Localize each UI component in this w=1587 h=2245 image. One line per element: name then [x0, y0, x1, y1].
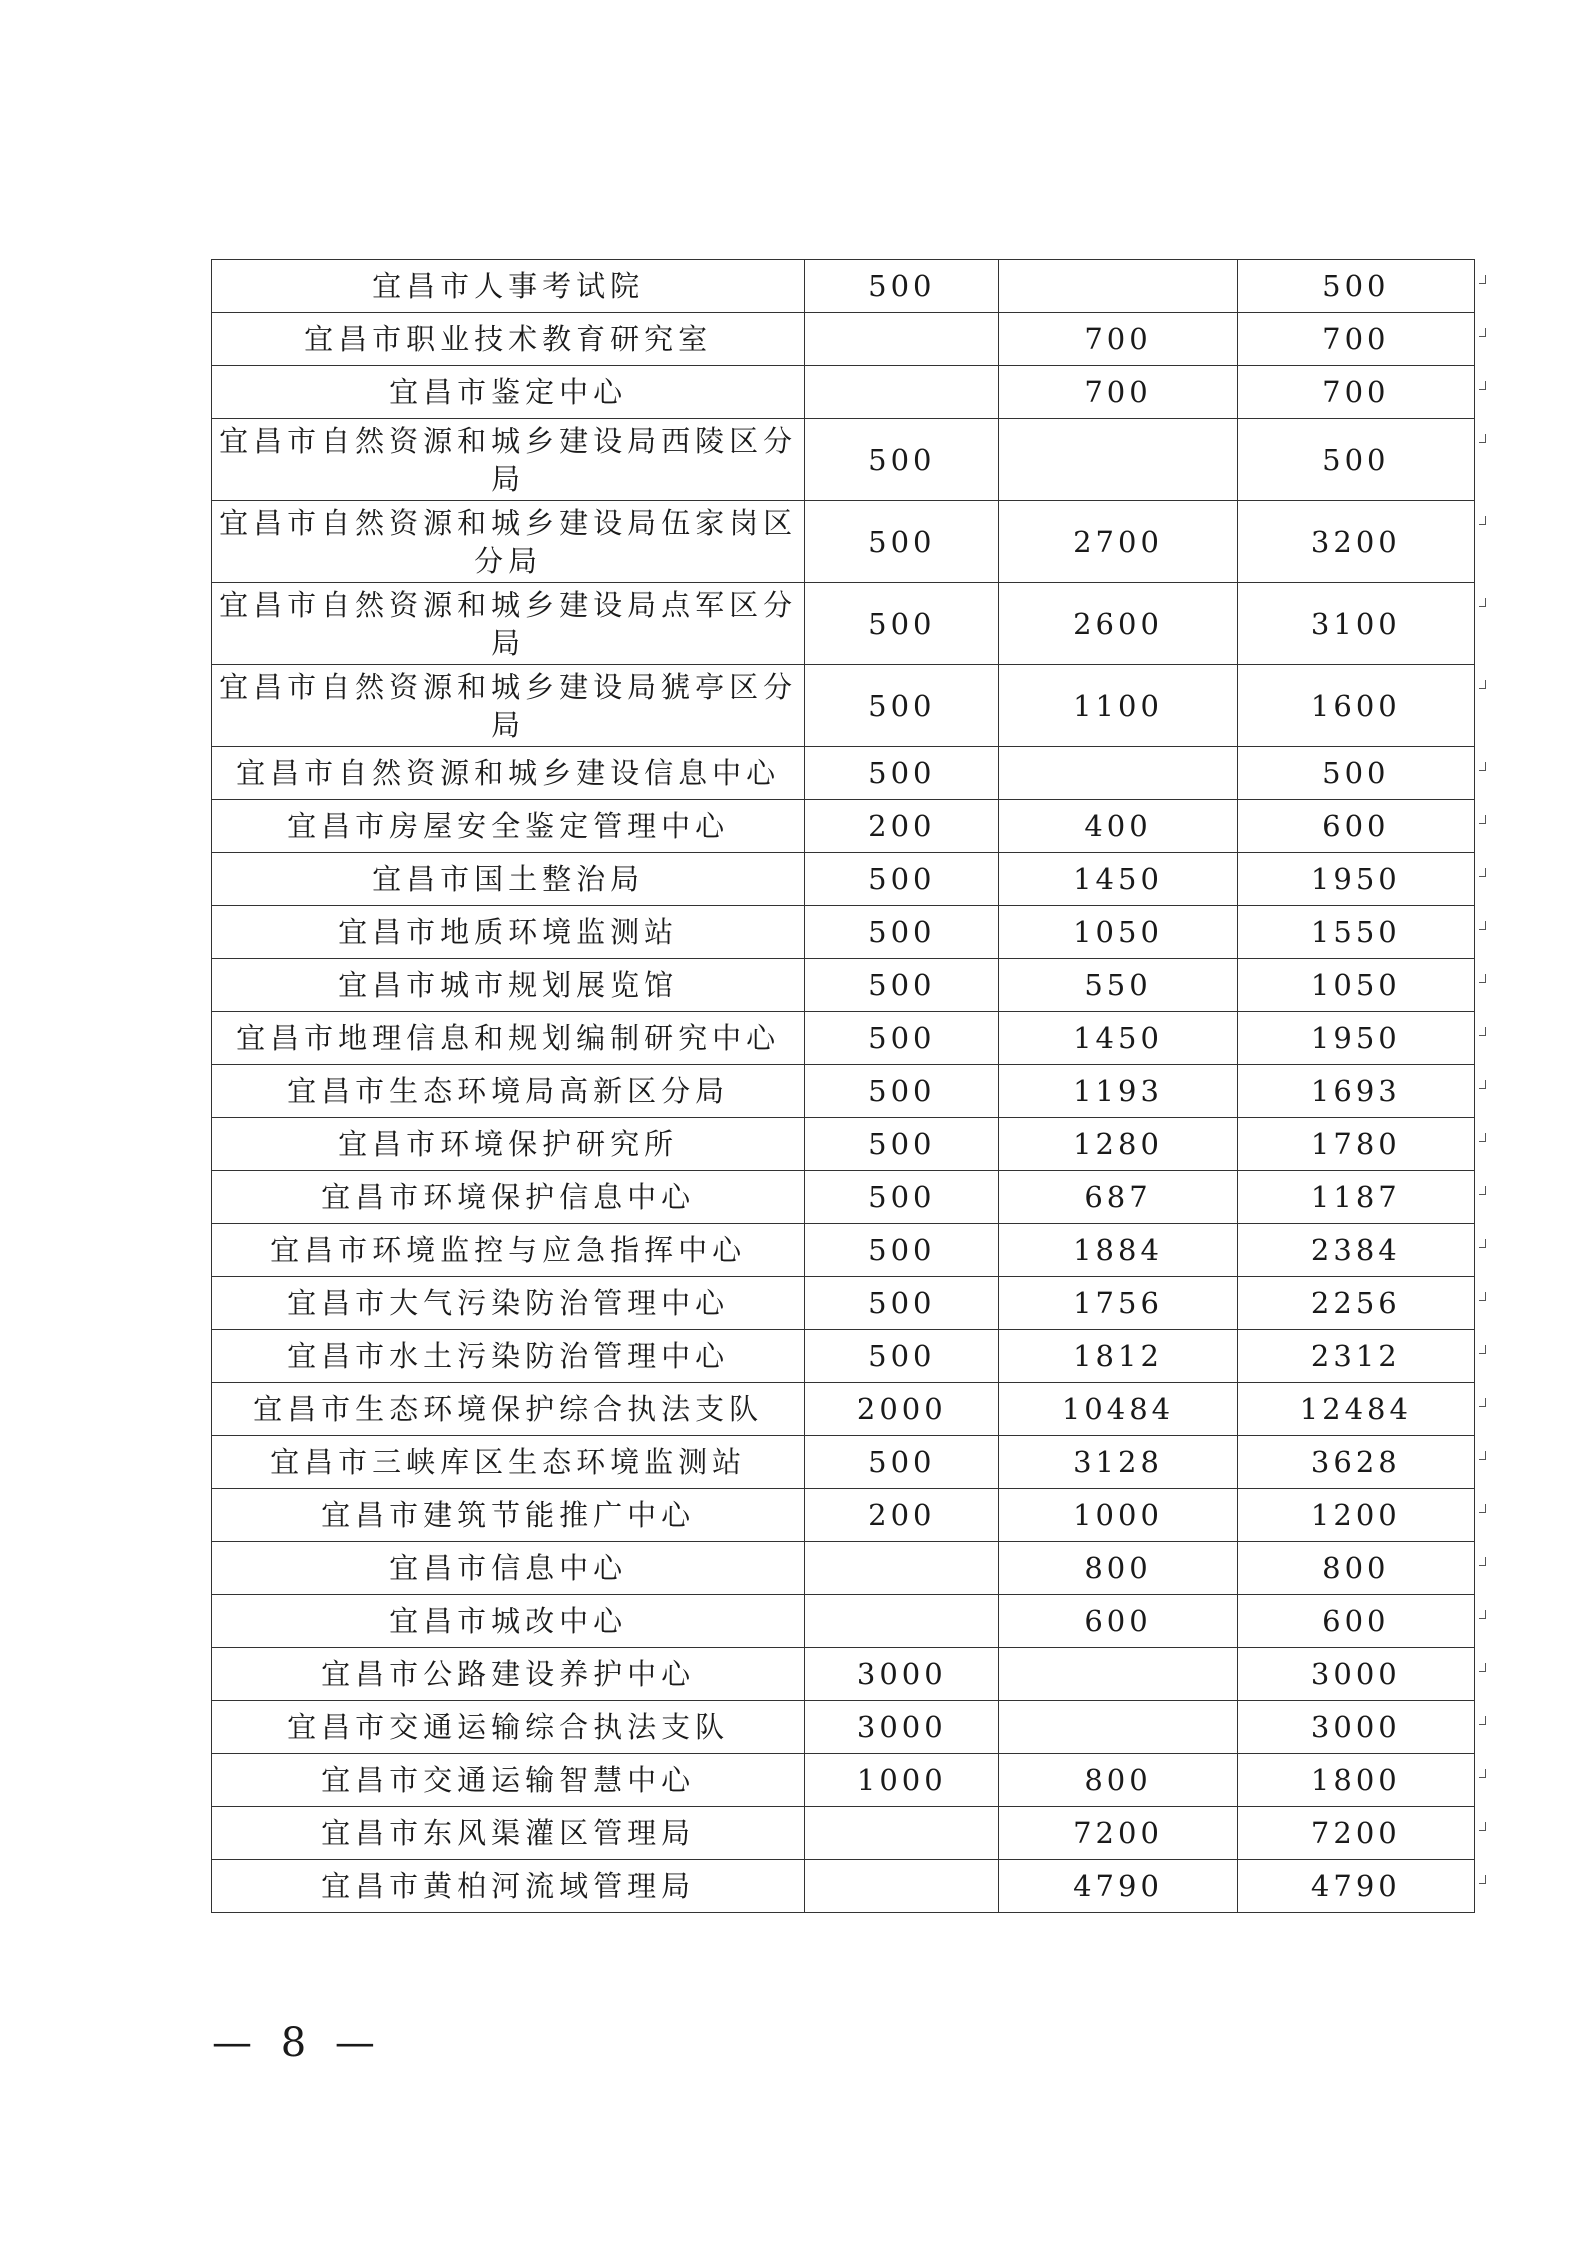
- amount-a-cell: 500: [805, 1065, 999, 1118]
- paragraph-mark-icon: [1479, 1874, 1489, 1884]
- unit-name-cell: 宜昌市人事考试院: [212, 260, 805, 313]
- amount-b-cell: 1884: [999, 1224, 1237, 1277]
- unit-name-cell: 宜昌市交通运输智慧中心: [212, 1754, 805, 1807]
- amount-a-cell: 500: [805, 853, 999, 906]
- amount-b-cell: [999, 419, 1237, 501]
- amount-a-cell: 200: [805, 800, 999, 853]
- amount-a-cell: [805, 1807, 999, 1860]
- total-cell: 2384: [1237, 1224, 1474, 1277]
- unit-name-cell: 宜昌市大气污染防治管理中心: [212, 1277, 805, 1330]
- paragraph-mark-icon: [1479, 1662, 1489, 1672]
- total-cell: 1780: [1237, 1118, 1474, 1171]
- amount-a-cell: [805, 1595, 999, 1648]
- total-cell: 3628: [1237, 1436, 1474, 1489]
- amount-a-cell: 500: [805, 260, 999, 313]
- amount-b-cell: 687: [999, 1171, 1237, 1224]
- total-cell: 800: [1237, 1542, 1474, 1595]
- amount-b-cell: 800: [999, 1754, 1237, 1807]
- paragraph-mark-icon: [1479, 867, 1489, 877]
- total-cell: 3000: [1237, 1701, 1474, 1754]
- amount-b-cell: 400: [999, 800, 1237, 853]
- paragraph-mark-icon: [1479, 1715, 1489, 1725]
- unit-name-cell: 宜昌市职业技术教育研究室: [212, 313, 805, 366]
- amount-b-cell: 1100: [999, 665, 1237, 747]
- paragraph-mark-icon: [1479, 380, 1489, 390]
- unit-name-cell: 宜昌市自然资源和城乡建设局西陵区分局: [212, 419, 805, 501]
- paragraph-mark-icon: [1479, 1768, 1489, 1778]
- unit-name-cell: 宜昌市自然资源和城乡建设信息中心: [212, 747, 805, 800]
- amount-a-cell: 500: [805, 1277, 999, 1330]
- total-cell: 700: [1237, 313, 1474, 366]
- total-cell: 1200: [1237, 1489, 1474, 1542]
- paragraph-mark-icon: [1479, 814, 1489, 824]
- total-cell: 2256: [1237, 1277, 1474, 1330]
- amount-a-cell: 500: [805, 1330, 999, 1383]
- total-cell: 1693: [1237, 1065, 1474, 1118]
- unit-name-cell: 宜昌市生态环境保护综合执法支队: [212, 1383, 805, 1436]
- amount-b-cell: 10484: [999, 1383, 1237, 1436]
- total-cell: 600: [1237, 800, 1474, 853]
- paragraph-mark-icon: [1479, 1344, 1489, 1354]
- table-row: [212, 665, 1475, 747]
- amount-a-cell: 3000: [805, 1648, 999, 1701]
- table-row: [212, 1012, 1475, 1065]
- total-cell: 500: [1237, 419, 1474, 501]
- paragraph-mark-icon: [1479, 597, 1489, 607]
- unit-name-cell: 宜昌市环境监控与应急指挥中心: [212, 1224, 805, 1277]
- table-row: [212, 1436, 1475, 1489]
- table-row: [212, 1118, 1475, 1171]
- total-cell: 1800: [1237, 1754, 1474, 1807]
- amount-b-cell: [999, 1648, 1237, 1701]
- unit-name-cell: 宜昌市黄柏河流域管理局: [212, 1860, 805, 1913]
- amount-b-cell: 700: [999, 366, 1237, 419]
- amount-b-cell: 1050: [999, 906, 1237, 959]
- amount-a-cell: 500: [805, 665, 999, 747]
- paragraph-mark-icon: [1479, 761, 1489, 771]
- unit-name-cell: 宜昌市国土整治局: [212, 853, 805, 906]
- table-row: [212, 1860, 1475, 1913]
- total-cell: 2312: [1237, 1330, 1474, 1383]
- amount-a-cell: 500: [805, 1224, 999, 1277]
- total-cell: 700: [1237, 366, 1474, 419]
- amount-b-cell: [999, 1701, 1237, 1754]
- total-cell: 4790: [1237, 1860, 1474, 1913]
- table-row: [212, 1807, 1475, 1860]
- unit-name-cell: 宜昌市水土污染防治管理中心: [212, 1330, 805, 1383]
- amount-a-cell: [805, 1542, 999, 1595]
- amount-b-cell: 1000: [999, 1489, 1237, 1542]
- table-row: [212, 1383, 1475, 1436]
- paragraph-mark-icon: [1479, 1397, 1489, 1407]
- paragraph-mark-icon: [1479, 1450, 1489, 1460]
- amount-b-cell: 700: [999, 313, 1237, 366]
- unit-name-cell: 宜昌市城改中心: [212, 1595, 805, 1648]
- amount-b-cell: 800: [999, 1542, 1237, 1595]
- paragraph-mark-icon: [1479, 1185, 1489, 1195]
- amount-b-cell: 7200: [999, 1807, 1237, 1860]
- paragraph-mark-icon: [1479, 274, 1489, 284]
- amount-a-cell: 500: [805, 747, 999, 800]
- paragraph-mark-icon: [1479, 1238, 1489, 1248]
- amount-b-cell: 2600: [999, 583, 1237, 665]
- amount-a-cell: 500: [805, 1436, 999, 1489]
- total-cell: 1950: [1237, 1012, 1474, 1065]
- unit-name-cell: 宜昌市建筑节能推广中心: [212, 1489, 805, 1542]
- table-row: [212, 1489, 1475, 1542]
- table-row: [212, 313, 1475, 366]
- total-cell: 1187: [1237, 1171, 1474, 1224]
- unit-name-cell: 宜昌市东风渠灌区管理局: [212, 1807, 805, 1860]
- amount-b-cell: 3128: [999, 1436, 1237, 1489]
- table-row: [212, 1171, 1475, 1224]
- amount-b-cell: 4790: [999, 1860, 1237, 1913]
- amount-a-cell: 500: [805, 906, 999, 959]
- unit-name-cell: 宜昌市自然资源和城乡建设局猇亭区分局: [212, 665, 805, 747]
- table-row: [212, 1542, 1475, 1595]
- amount-a-cell: 500: [805, 583, 999, 665]
- paragraph-mark-icon: [1479, 1026, 1489, 1036]
- total-cell: 3100: [1237, 583, 1474, 665]
- amount-a-cell: [805, 313, 999, 366]
- paragraph-mark-icon: [1479, 1609, 1489, 1619]
- amount-b-cell: 2700: [999, 501, 1237, 583]
- unit-name-cell: 宜昌市鉴定中心: [212, 366, 805, 419]
- table-row: [212, 1595, 1475, 1648]
- unit-name-cell: 宜昌市公路建设养护中心: [212, 1648, 805, 1701]
- table-row: [212, 853, 1475, 906]
- total-cell: 500: [1237, 747, 1474, 800]
- table-row: [212, 366, 1475, 419]
- amount-a-cell: 2000: [805, 1383, 999, 1436]
- paragraph-mark-icon: [1479, 1079, 1489, 1089]
- unit-name-cell: 宜昌市交通运输综合执法支队: [212, 1701, 805, 1754]
- table-row: [212, 1754, 1475, 1807]
- table-row: [212, 419, 1475, 501]
- total-cell: 12484: [1237, 1383, 1474, 1436]
- amount-b-cell: [999, 260, 1237, 313]
- paragraph-mark-icon: [1479, 433, 1489, 443]
- total-cell: 7200: [1237, 1807, 1474, 1860]
- amount-a-cell: 1000: [805, 1754, 999, 1807]
- amount-a-cell: 200: [805, 1489, 999, 1542]
- budget-table: [211, 259, 1475, 1913]
- unit-name-cell: 宜昌市环境保护信息中心: [212, 1171, 805, 1224]
- amount-b-cell: [999, 747, 1237, 800]
- table-row: [212, 260, 1475, 313]
- total-cell: 1950: [1237, 853, 1474, 906]
- table-row: [212, 747, 1475, 800]
- amount-b-cell: 1193: [999, 1065, 1237, 1118]
- table-row: [212, 1701, 1475, 1754]
- amount-a-cell: 500: [805, 1171, 999, 1224]
- paragraph-mark-icon: [1479, 327, 1489, 337]
- total-cell: 3000: [1237, 1648, 1474, 1701]
- table-row: [212, 800, 1475, 853]
- amount-a-cell: [805, 366, 999, 419]
- unit-name-cell: 宜昌市房屋安全鉴定管理中心: [212, 800, 805, 853]
- unit-name-cell: 宜昌市环境保护研究所: [212, 1118, 805, 1171]
- amount-b-cell: 600: [999, 1595, 1237, 1648]
- unit-name-cell: 宜昌市自然资源和城乡建设局伍家岗区分局: [212, 501, 805, 583]
- amount-a-cell: 500: [805, 959, 999, 1012]
- unit-name-cell: 宜昌市生态环境局高新区分局: [212, 1065, 805, 1118]
- paragraph-mark-icon: [1479, 1132, 1489, 1142]
- total-cell: 1550: [1237, 906, 1474, 959]
- unit-name-cell: 宜昌市三峡库区生态环境监测站: [212, 1436, 805, 1489]
- table-row: [212, 1330, 1475, 1383]
- table-row: [212, 583, 1475, 665]
- total-cell: 600: [1237, 1595, 1474, 1648]
- amount-a-cell: 500: [805, 1118, 999, 1171]
- paragraph-mark-icon: [1479, 1556, 1489, 1566]
- amount-b-cell: 1280: [999, 1118, 1237, 1171]
- paragraph-mark-icon: [1479, 973, 1489, 983]
- unit-name-cell: 宜昌市信息中心: [212, 1542, 805, 1595]
- amount-b-cell: 1450: [999, 1012, 1237, 1065]
- total-cell: 500: [1237, 260, 1474, 313]
- amount-b-cell: 1756: [999, 1277, 1237, 1330]
- amount-a-cell: 500: [805, 419, 999, 501]
- table-row: [212, 906, 1475, 959]
- table-row: [212, 1277, 1475, 1330]
- paragraph-mark-icon: [1479, 1503, 1489, 1513]
- total-cell: 1050: [1237, 959, 1474, 1012]
- paragraph-mark-icon: [1479, 1821, 1489, 1831]
- amount-a-cell: 3000: [805, 1701, 999, 1754]
- unit-name-cell: 宜昌市城市规划展览馆: [212, 959, 805, 1012]
- paragraph-mark-icon: [1479, 1291, 1489, 1301]
- table-row: [212, 1648, 1475, 1701]
- amount-b-cell: 1812: [999, 1330, 1237, 1383]
- table-body: [212, 260, 1475, 1913]
- unit-name-cell: 宜昌市地理信息和规划编制研究中心: [212, 1012, 805, 1065]
- paragraph-mark-icon: [1479, 515, 1489, 525]
- amount-a-cell: [805, 1860, 999, 1913]
- amount-b-cell: 550: [999, 959, 1237, 1012]
- page-number: — 8 —: [212, 2020, 383, 2066]
- unit-name-cell: 宜昌市地质环境监测站: [212, 906, 805, 959]
- amount-a-cell: 500: [805, 1012, 999, 1065]
- table-row: [212, 959, 1475, 1012]
- table-row: [212, 1065, 1475, 1118]
- unit-name-cell: 宜昌市自然资源和城乡建设局点军区分局: [212, 583, 805, 665]
- paragraph-mark-icon: [1479, 679, 1489, 689]
- total-cell: 3200: [1237, 501, 1474, 583]
- total-cell: 1600: [1237, 665, 1474, 747]
- table-row: [212, 1224, 1475, 1277]
- amount-b-cell: 1450: [999, 853, 1237, 906]
- table-row: [212, 501, 1475, 583]
- paragraph-mark-icon: [1479, 920, 1489, 930]
- amount-a-cell: 500: [805, 501, 999, 583]
